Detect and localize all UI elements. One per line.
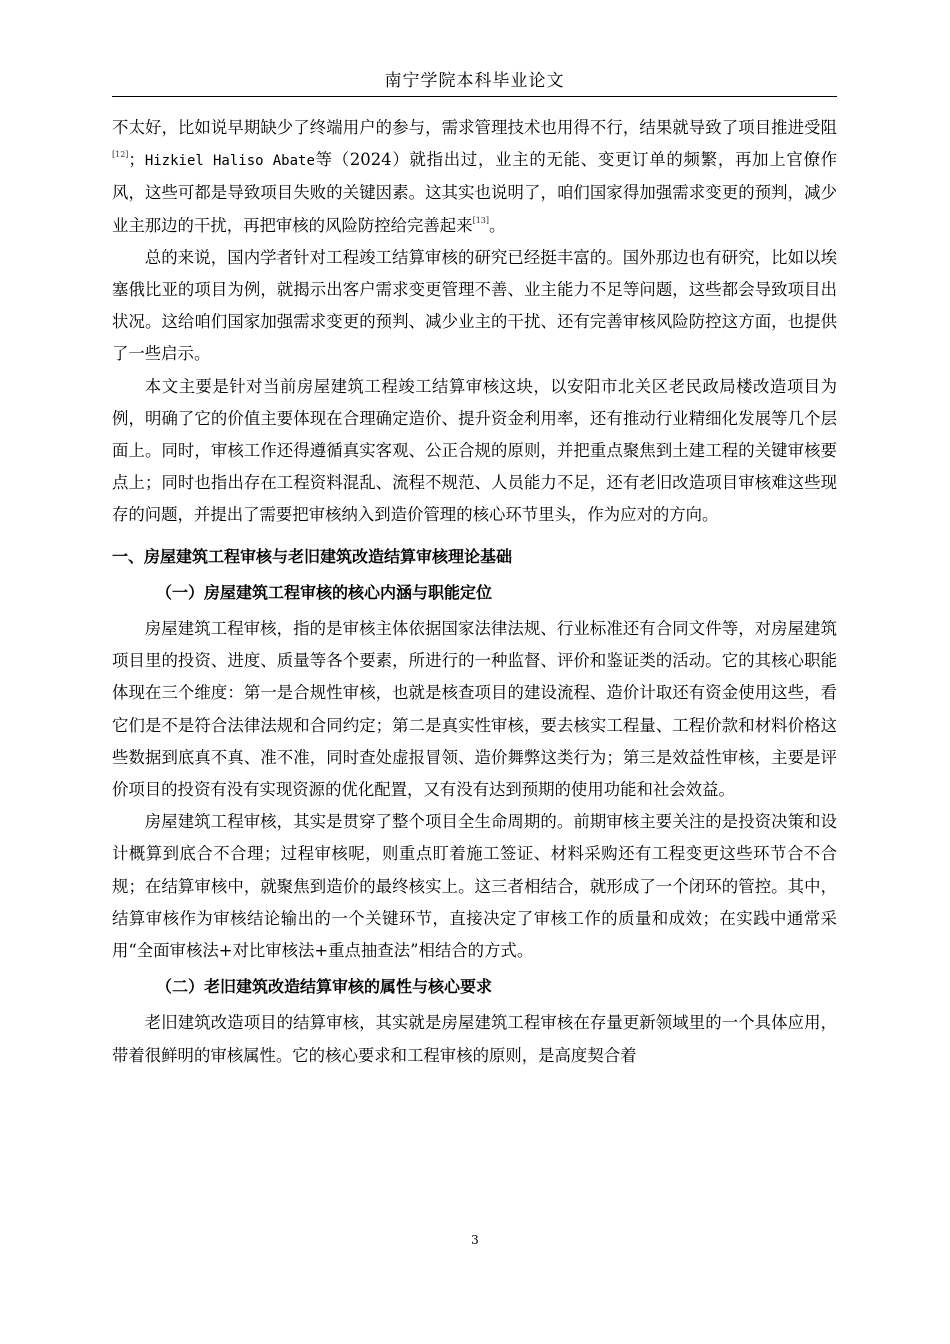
paragraph: 房屋建筑工程审核，其实是贯穿了整个项目全生命周期的。前期审核主要关注的是投资决策和设计概算到底合不合理；过程审核呢，则重点盯着施工签证、材料采购还有工程变更这些环节合不合规；在结算审核中，就聚焦到造价的最终核实上。这三者相结合，就形成了一个闭环的管控。其中，结算审核作为审核结论输出的一个关键环节，直接决定了审核工作的质量和成效；在实践中通常采用“全面审核法+对比审核法+重点抽查法”相结合的方式。	[112, 812, 837, 961]
paragraph-text: ；	[128, 150, 145, 170]
section-heading: 一、房屋建筑工程审核与老旧建筑改造结算审核理论基础	[112, 546, 513, 566]
paragraph: 老旧建筑改造项目的结算审核，其实就是房屋建筑工程审核在存量更新领域里的一个具体应用，带着很鲜明的审核属性。它的核心要求和工程审核的原则，是高度契合着	[112, 1013, 837, 1065]
citation-ref: [12]	[112, 150, 129, 160]
citation-ref: [13]	[472, 215, 490, 225]
header-divider	[112, 96, 837, 97]
paragraph: 房屋建筑工程审核，指的是审核主体依据国家法律法规、行业标准还有合同文件等，对房屋建筑项目里的投资、进度、质量等各个要素，所进行的一种监督、评价和鉴证类的活动。它的其核心职能体现在三个维度：第一是合规性审核，也就是核查项目的建设流程、造价计取还有资金使用这些，看它们是不是符合法律法规和合同约定；第二是真实性审核，要去核实工程量、工程价款和材料价格这些数据到底真不真、准不准，同时查处虚报冒领、造价舞弊这类行为；第三是效益性审核，主要是评价项目的投资有没有实现资源的优化配置，又有没有达到预期的使用功能和社会效益。	[112, 619, 837, 800]
subsection-heading: （一）房屋建筑工程审核的核心内涵与职能定位	[156, 582, 493, 602]
page-number: 3	[471, 1233, 479, 1247]
paragraph: 总的来说，国内学者针对工程竣工结算审核的研究已经挺丰富的。国外那边也有研究，比如以埃塞俄比亚的项目为例，就揭示出客户需求变更管理不善、业主能力不足等问题，这些都会导致项目出状况。这给咱们国家加强需求变更的预判、减少业主的干扰、还有完善审核风险防控这方面，也提供了一些启示。	[112, 247, 837, 364]
document-body	[112, 112, 837, 1072]
running-header: 南宁学院本科毕业论文	[384, 71, 565, 91]
paragraph-continued	[112, 112, 837, 242]
paragraph-text: 不太好，比如说早期缺少了终端用户的参与，需求管理技术也用得不行，结果就导致了项目推进受阻	[112, 118, 837, 137]
paragraph: 本文主要是针对当前房屋建筑工程竣工结算审核这块，以安阳市北关区老民政局楼改造项目为例，明确了它的价值主要体现在合理确定造价、提升资金利用率，还有推动行业精细化发展等几个层面上。同时，审核工作还得遵循真实客观、公正合规的原则，并把重点聚焦到土建工程的关键审核要点上；同时也指出存在工程资料混乱、流程不规范、人员能力不足，还有老旧改造项目审核难这些现存的问题，并提出了需要把审核纳入到造价管理的核心环节里头，作为应对的方向。	[112, 376, 837, 525]
paragraph-text: 。	[489, 215, 506, 235]
paragraph-text: 等（2024）就指出过，业主的无能、变更订单的频繁，再加上官僚作风，这些可都是导致项目失败的关键因素。这其实也说明了，咱们国家得加强需求变更的预判，减少业主那边的干扰，再把审核的风险防控给完善起来	[112, 150, 837, 235]
subsection-heading: （二）老旧建筑改造结算审核的属性与核心要求	[156, 977, 493, 997]
author-name: Hizkiel Haliso Abate	[144, 153, 315, 170]
